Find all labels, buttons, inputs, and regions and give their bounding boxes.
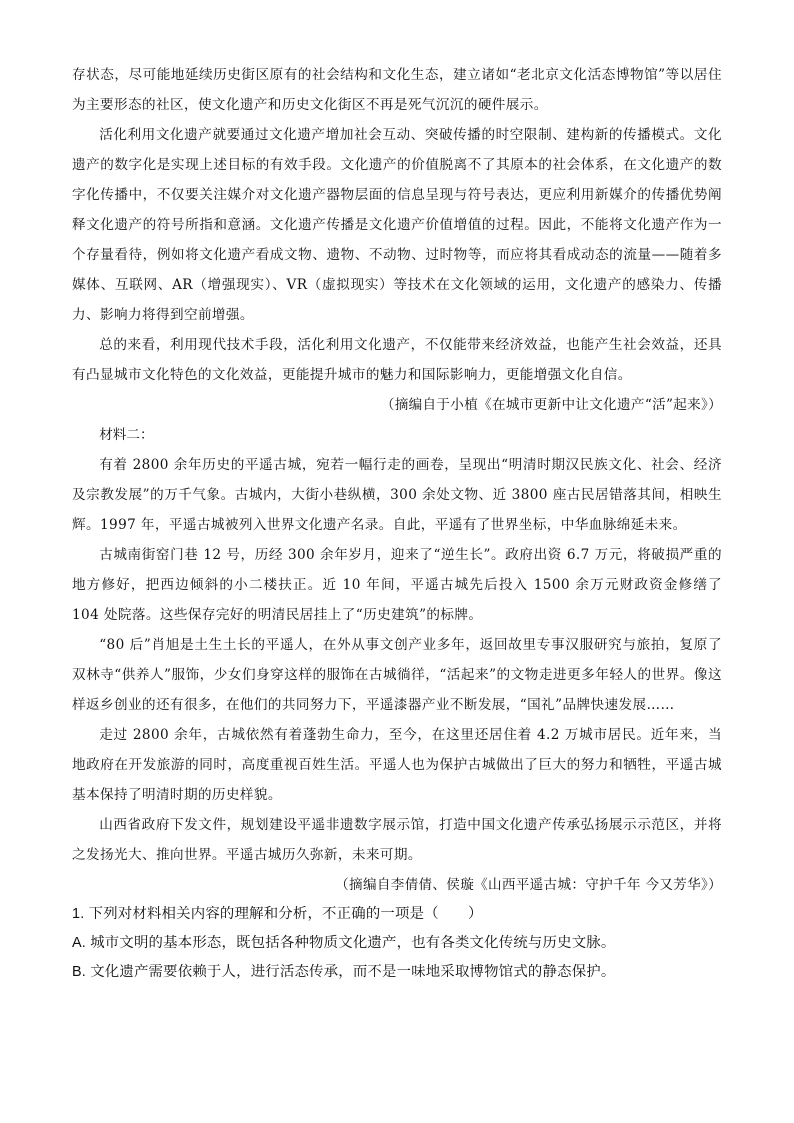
material2-paragraph-history: 有着 2800 余年历史的平遥古城，宛若一幅行走的画卷，呈现出“明清时期汉民族文化、社会、经济及宗教发展”的万千气象。古城内，大街小巷纵横，300 余处文物、近 3800 座古民居错落其间，相映生辉。1997 年，平遥古城被列入世界文化遗产名录。自此，平遥有了世界坐标，中华血脉绵延未来。 <box>72 457 722 533</box>
material1-source: （摘编自于小植《在城市更新中让文化遗产“活”起来》） <box>380 397 722 413</box>
material2-label: 材料二： <box>99 427 154 443</box>
material1-paragraph-digital: 活化利用文化遗产就要通过文化遗产增加社会互动、突破传播的时空限制、建构新的传播模式。文化遗产的数字化是实现上述目标的有效手段。文化遗产的价值脱离不了其原本的社会体系，在文化遗产的数字化传播中，不仅要关注媒介对文化遗产器物层面的信息呈现与符号表达，更应利用新媒介的传播优势阐释文化遗产的符号所指和意涵。文化遗产传播是文化遗产价值增值的过程。因此，不能将文化遗产作为一个存量看待，例如将文化遗产看成文物、遗物、不动物、过时物等，而应将其看成动态的流量——随着多媒体、互联网、AR（增强现实）、VR（虚拟现实）等技术在文化领域的运用，文化遗产的感染力、传播力、影响力将得到空前增强。 <box>72 127 722 323</box>
question-option-a: A. 城市文明的基本形态，既包括各种物质文化遗产，也有各类文化传统与历史文脉。 <box>72 935 616 951</box>
material2-paragraph-youth: “80 后”肖旭是土生土长的平遥人，在外从事文创产业多年，返回故里专事汉服研究与旅拍，复原了双林寺“供养人”服饰，少女们身穿这样的服饰在古城徜徉，“活起来”的文物走进更多年轻人的世界。像这样返乡创业的还有很多，在他们的共同努力下，平遥漆器产业不断发展，“国礼”品牌快速发展…… <box>72 637 722 713</box>
question-option-b: B. 文化遗产需要依赖于人，进行活态传承，而不是一味地采取博物馆式的静态保护。 <box>72 964 616 980</box>
material2-paragraph-restoration: 古城南街窑门巷 12 号，历经 300 余年岁月，迎来了“逆生长”。政府出资 6.7 万元，将破损严重的地方修好，把西边倾斜的小二楼扶正。近 10 年间，平遥古城先后投入 1500 余万元财政资金修缮了 104 处院落。这些保存完好的明清民居挂上了“历史建筑”的标牌。 <box>72 547 722 623</box>
material1-paragraph-continued: 存状态，尽可能地延续历史街区原有的社会结构和文化生态，建立诸如“老北京文化活态博物馆”等以居住为主要形态的社区，使文化遗产和历史文化街区不再是死气沉沉的硬件展示。 <box>72 67 722 113</box>
material2-paragraph-residents: 走过 2800 余年，古城依然有着蓬勃生命力，至今，在这里还居住着 4.2 万城市居民。近年来，当地政府在开发旅游的同时，高度重视百姓生活。平遥人也为保护古城做出了巨大的努力和牺牲，平遥古城基本保持了明清时期的历史样貌。 <box>72 727 722 803</box>
material2-paragraph-government: 山西省政府下发文件，规划建设平遥非遗数字展示馆，打造中国文化遗产传承弘扬展示示范区，并将之发扬光大、推向世界。平遥古城历久弥新，未来可期。 <box>72 817 722 863</box>
material1-paragraph-summary: 总的来看，利用现代技术手段，活化利用文化遗产，不仅能带来经济效益，也能产生社会效益，还具有凸显城市文化特色的文化效益，更能提升城市的魅力和国际影响力，更能增强文化自信。 <box>72 337 722 383</box>
material2-source: （摘编自李倩倩、侯璇《山西平遥古城：守护千年 今又芳华》） <box>335 877 722 893</box>
question-stem: 1. 下列对材料相关内容的理解和分析，不正确的一项是（ ） <box>72 906 483 922</box>
document-page <box>72 60 722 987</box>
